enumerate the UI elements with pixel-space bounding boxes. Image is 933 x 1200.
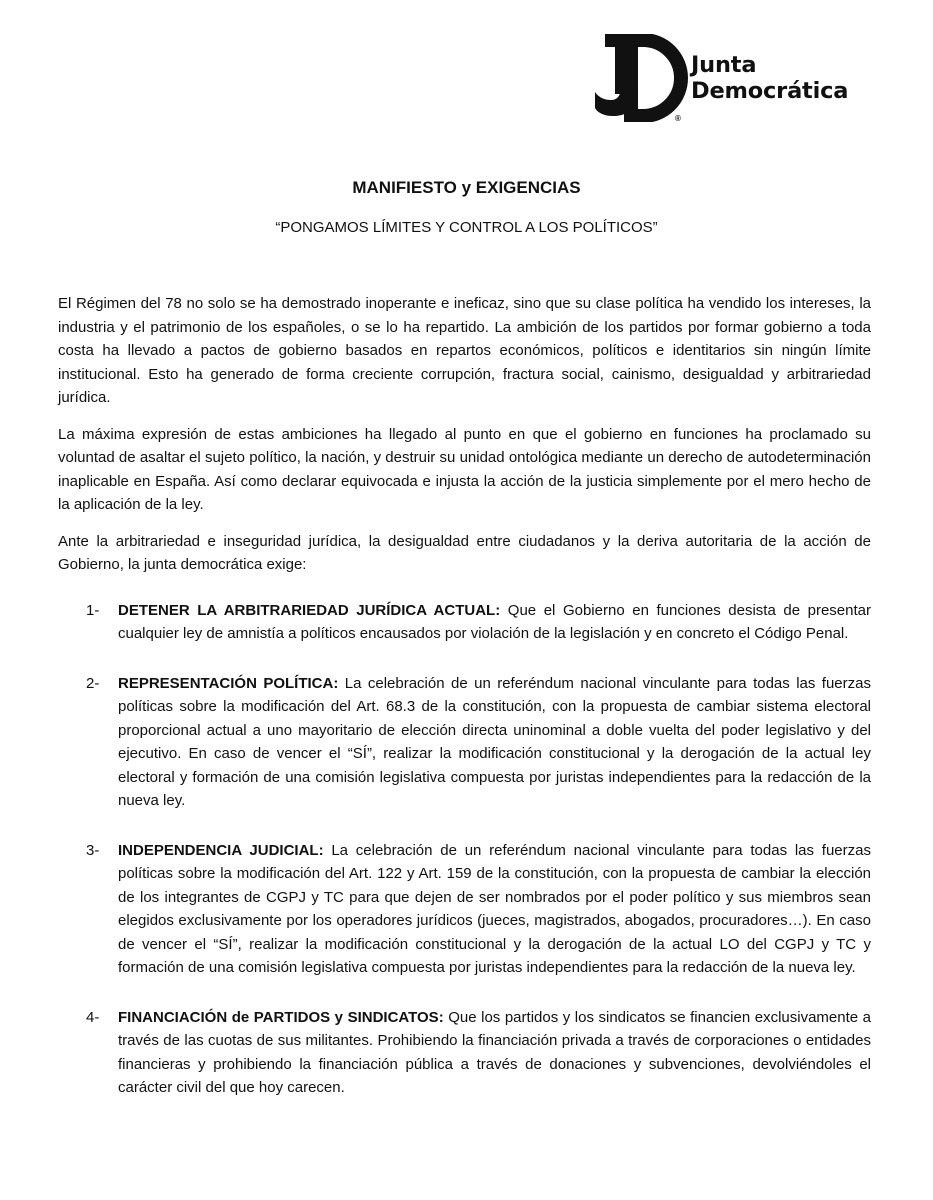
- demand-item-1: [58, 599, 871, 646]
- document-body: [58, 292, 871, 1126]
- demand-number: 2-: [86, 674, 100, 692]
- demand-text: La celebración de un referéndum nacional vinculante para todas las fuerzas políticas sobre la modificación del Art. 122 y Art. 159 de la constitución, con la propuesta de cambiar la elección de los integrantes de CGPJ y TC para que dejen de ser nombrados por el poder político y sus miembros sean elegidos exclusivamente por los operadores jurídicos (jueces, magistrados, abogados, procuradores…). En caso de vencer el “SÍ”, realizar la modificación constitucional y la derogación de la actual LO del CGPJ y TC y formación de una comisión legislativa compuesta por juristas independientes para la redacción de la nueva ley.: [118, 841, 871, 976]
- demand-number: 1-: [86, 601, 100, 619]
- demand-body: [118, 839, 871, 980]
- logo-line-1: Junta: [691, 52, 757, 78]
- demand-item-3: [58, 839, 871, 980]
- demand-text: Que el Gobierno en funciones desista de presentar cualquier ley de amnistía a políticos encausados por violación de la legislación y en concreto el Código Penal.: [118, 601, 871, 642]
- demand-number: 3-: [86, 841, 100, 859]
- intro-paragraph-2: La máxima expresión de estas ambiciones ha llegado al punto en que el gobierno en funciones ha proclamado su voluntad de asaltar el sujeto político, la nación, y destruir su unidad ontológica mediante un derecho de autodeterminación inaplicable en España. Así como declarar equivocada e injusta la acción de la justicia simplemente por el mero hecho de la aplicación de la ley.: [58, 425, 871, 513]
- logo-wordmark: [691, 52, 848, 104]
- registered-mark: ®: [675, 114, 681, 123]
- demand-heading: INDEPENDENCIA JUDICIAL:: [118, 841, 324, 859]
- logo-line-2: Democrática: [691, 78, 849, 104]
- demand-heading: DETENER LA ARBITRARIEDAD JURÍDICA ACTUAL:: [118, 601, 501, 619]
- demand-heading: REPRESENTACIÓN POLÍTICA:: [118, 674, 339, 692]
- demand-body: [118, 1006, 871, 1100]
- demand-body: [118, 599, 871, 646]
- demand-heading: FINANCIACIÓN de PARTIDOS y SINDICATOS:: [118, 1008, 444, 1026]
- demand-text: Que los partidos y los sindicatos se financien exclusivamente a través de las cuotas de sus militantes. Prohibiendo la financiación privada a través de corporaciones o entidades financieras y prohibiendo la financiación pública a través de donaciones y subvenciones, devolviéndoles el carácter civil del que hoy carecen.: [118, 1008, 871, 1096]
- intro-paragraph-1: El Régimen del 78 no solo se ha demostrado inoperante e ineficaz, sino que su clase política ha vendido los intereses, la industria y el patrimonio de los españoles, o se lo ha repartido. La ambición de los partidos por formar gobierno a toda costa ha llevado a pactos de gobierno basados en repartos económicos, políticos e identitarios sin ningún límite institucional. Esto ha generado de forma creciente corrupción, fractura social, cainismo, desigualdad y arbitrariedad jurídica.: [58, 295, 871, 406]
- document-subtitle: “PONGAMOS LÍMITES Y CONTROL A LOS POLÍTICOS”: [275, 219, 658, 236]
- intro-paragraph-3: Ante la arbitrariedad e inseguridad jurídica, la desigualdad entre ciudadanos y la deriva autoritaria de la acción de Gobierno, la junta democrática exige:: [58, 532, 871, 573]
- demand-text: La celebración de un referéndum nacional vinculante para todas las fuerzas políticas sobre la modificación del Art. 68.3 de la constitución, con la propuesta de cambiar sistema electoral proporcional actual a uno mayoritario de elección directa uninominal a doble vuelta del poder legislativo y del ejecutivo. En caso de vencer el “SÍ”, realizar la modificación constitucional y la derogación de la actual ley electoral y formación de una comisión legislativa compuesta por juristas independientes para la redacción de la nueva ley.: [118, 674, 871, 809]
- demands-list: [58, 599, 871, 1100]
- demand-body: [118, 672, 871, 813]
- demand-number: 4-: [86, 1008, 100, 1026]
- demand-item-4: [58, 1006, 871, 1100]
- document-title: MANIFIESTO y EXIGENCIAS: [352, 178, 581, 197]
- jd-logo-mark-icon: [591, 34, 691, 122]
- demand-item-2: [58, 672, 871, 813]
- junta-democratica-logo: [591, 34, 911, 134]
